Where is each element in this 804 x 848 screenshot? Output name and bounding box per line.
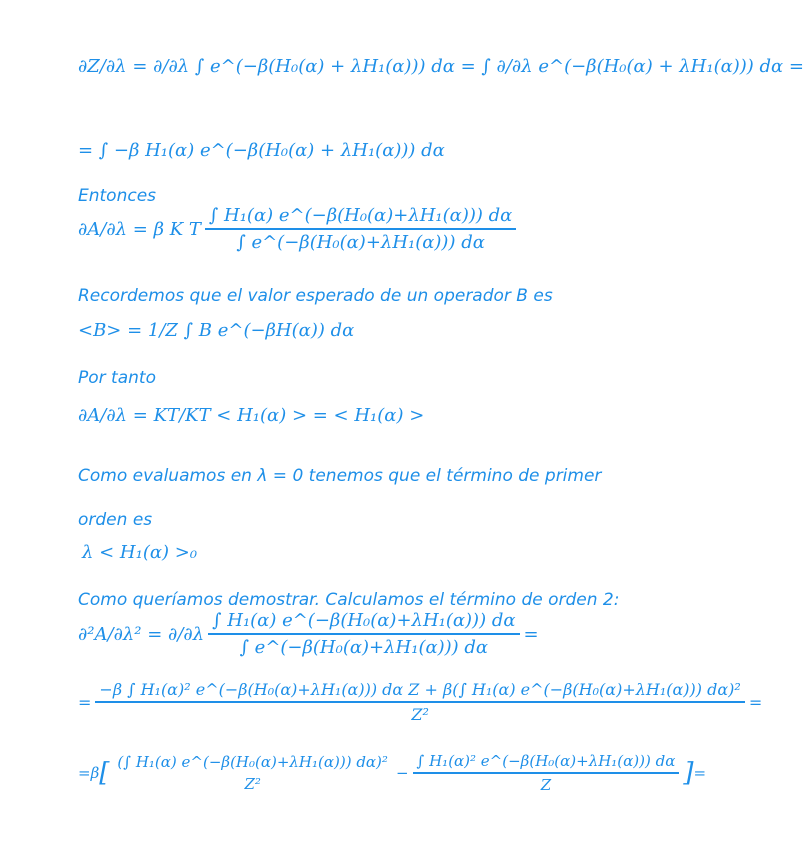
fraction — [208, 610, 519, 658]
fraction-denominator: ∫ e^(−β(H₀(α)+λH₁(α))) dα — [239, 637, 489, 658]
text-span: Como evaluamos en λ = 0 tenemos que el término de primer — [78, 466, 602, 486]
equation-text: = ∫ −β H₁(α) e^(−β(H₀(α) + λH₁(α))) dα — [78, 140, 445, 161]
fraction-numerator: (∫ H₁(α) e^(−β(H₀(α)+λH₁(α))) dα)² — [117, 753, 388, 771]
text-entonces — [78, 186, 156, 206]
minus-sign: − — [395, 764, 409, 782]
equation-second-derivative — [78, 610, 539, 658]
fraction — [95, 680, 744, 724]
equation-dZ-dlambda — [78, 56, 804, 77]
fraction-denominator: Z — [540, 776, 552, 794]
text-recordemos — [78, 286, 553, 306]
text-span: Como queríamos demostrar. Calculamos el término de orden 2: — [78, 590, 620, 610]
fraction-numerator: −β ∫ H₁(α)² e^(−β(H₀(α)+λH₁(α))) dα Z + β(∫ H₁(α) e^(−β(H₀(α)+λH₁(α))) dα)² — [95, 680, 744, 703]
equation-text: <B> = 1/Z ∫ B e^(−βH(α)) dα — [78, 320, 355, 341]
bracket-open: [ — [99, 758, 110, 788]
text-span: Entonces — [78, 186, 157, 206]
equation-text: ∂A/∂λ = KT/KT < H₁(α) > = < H₁(α) > — [78, 405, 425, 426]
fraction-numerator: ∫ H₁(α)² e^(−β(H₀(α)+λH₁(α))) dα — [413, 752, 680, 774]
fraction-numerator: ∫ H₁(α) e^(−β(H₀(α)+λH₁(α))) dα — [205, 205, 516, 230]
text-span: Recordemos que el valor esperado de un operador B es — [78, 286, 553, 306]
equation-first-order-term — [82, 542, 197, 563]
equals-sign: = — [78, 692, 92, 712]
equation-result-first-order — [78, 405, 424, 426]
equation-integral-H1 — [78, 140, 445, 161]
equals-sign: = — [693, 764, 707, 782]
text-span: Por tanto — [78, 368, 156, 388]
fraction — [413, 752, 680, 794]
equation-text: λ < H₁(α) >₀ — [82, 542, 198, 563]
fraction-denominator: ∫ e^(−β(H₀(α)+λH₁(α))) dα — [236, 232, 485, 253]
text-por-tanto — [78, 368, 156, 388]
equation-quotient-rule — [78, 680, 762, 724]
fraction-numerator: ∫ H₁(α) e^(−β(H₀(α)+λH₁(α))) dα — [208, 610, 519, 635]
text-como-queriamos — [78, 590, 619, 610]
equation-expected-value — [78, 320, 354, 341]
equation-text: ∂Z/∂λ = ∂/∂λ ∫ e^(−β(H₀(α) + λH₁(α))) dα = ∫ ∂/∂λ e^(−β(H₀(α) + λH₁(α))) dα = — [78, 56, 804, 77]
equation-lhs: ∂A/∂λ = β K T — [78, 218, 201, 240]
equals-beta: =β — [78, 764, 100, 782]
text-como-evaluamos — [78, 466, 601, 486]
fraction — [113, 753, 392, 793]
bracket-close: ] — [683, 758, 694, 788]
text-span: orden es — [78, 510, 153, 530]
fraction-denominator: Z² — [244, 775, 261, 793]
equation-lhs: ∂²A/∂λ² = ∂/∂λ — [78, 623, 205, 645]
text-orden-es — [78, 510, 152, 530]
fraction — [205, 205, 516, 253]
equation-beta-bracket — [78, 752, 706, 794]
fraction-denominator: Z² — [411, 705, 429, 724]
equation-dA-dlambda — [78, 205, 520, 253]
equals-sign: = — [523, 623, 539, 645]
equals-sign: = — [748, 692, 763, 712]
